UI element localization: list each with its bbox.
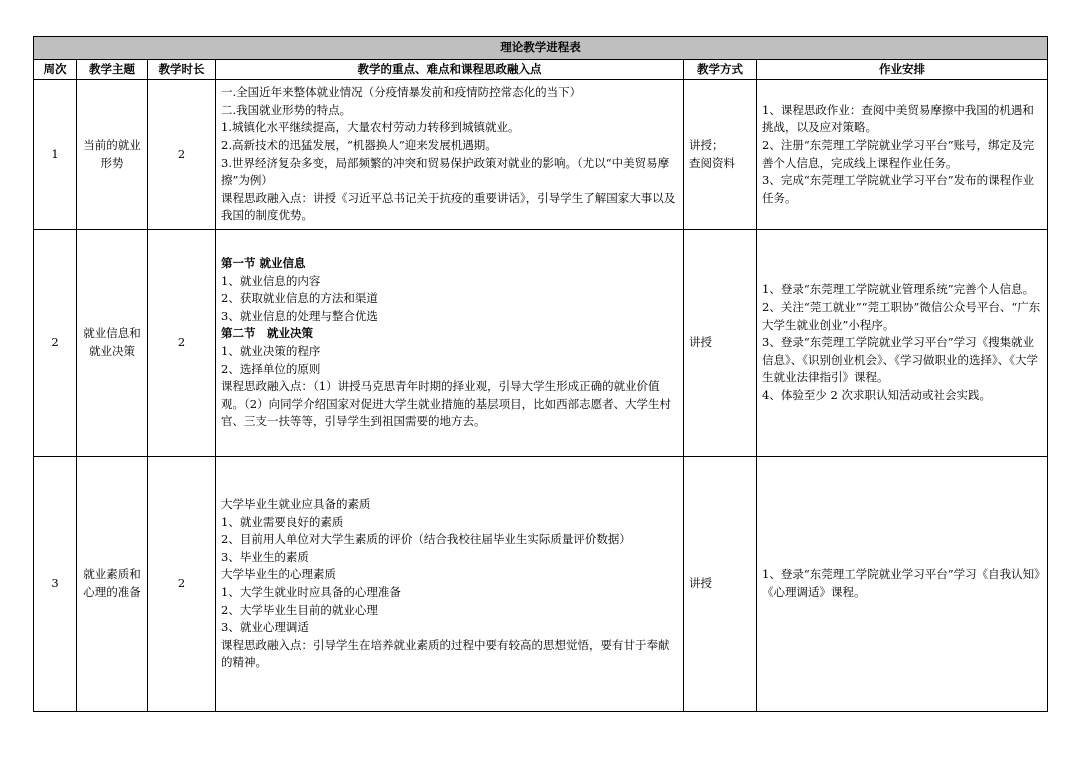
method-line: 讲授；	[689, 137, 724, 152]
week-cell: 3	[34, 457, 77, 712]
homework-item: 4、体验至少 2 次求职认知活动或社会实践。	[762, 387, 991, 402]
header-homework: 作业安排	[757, 60, 1048, 80]
content-line: 1、大学生就业时应具备的心理准备	[221, 585, 401, 599]
content-cell	[216, 457, 684, 712]
homework-item: 3、登录“东莞理工学院就业学习平台”学习《搜集就业信息》、《识别创业机会》、《学习做职业的选择》、《大学生就业法律指引》课程。	[762, 335, 1038, 385]
table-row	[34, 80, 1048, 230]
content-cell	[216, 80, 684, 230]
header-content: 教学的重点、难点和课程思政融入点	[216, 60, 684, 80]
content-line: 2、选择单位的原则	[221, 361, 321, 376]
method-cell	[684, 80, 757, 230]
table-row	[34, 230, 1048, 457]
hours-cell: 2	[148, 457, 216, 712]
method-line: 讲授	[689, 335, 712, 350]
week-cell: 2	[34, 230, 77, 457]
homework-item: 1、登录“东莞理工学院就业学习平台”学习《自我认知》《心理调适》课程。	[762, 567, 1040, 599]
method-cell	[684, 457, 757, 712]
homework-item: 3、完成“东莞理工学院就业学习平台”发布的课程作业任务。	[762, 173, 1035, 205]
content-line: 1、就业决策的程序	[221, 344, 321, 358]
content-line: 大学毕业生的心理素质	[221, 567, 336, 582]
table-title: 理论教学进程表	[34, 37, 1048, 60]
content-line: 3、就业信息的处理与整合优选	[221, 308, 378, 323]
header-week: 周次	[34, 60, 77, 80]
method-line: 查阅资料	[689, 155, 735, 170]
header-topic: 教学主题	[77, 60, 148, 80]
content-line: 一.全国近年来整体就业情况（分疫情暴发前和疫情防控常态化的当下）	[221, 85, 582, 100]
content-line: 3.世界经济复杂多变，局部频繁的冲突和贸易保护政策对就业的影响。（尤以“中美贸易摩擦”为例）	[221, 155, 670, 188]
method-cell	[684, 230, 757, 457]
header-hours: 教学时长	[148, 60, 216, 80]
table-row	[34, 457, 1048, 712]
homework-item: 2、关注“莞工就业”“莞工职协”微信公众号平台、“广东大学生就业创业”小程序。	[762, 300, 1041, 332]
hours-cell: 2	[148, 80, 216, 230]
topic-cell: 就业信息和就业决策	[77, 230, 148, 457]
week-cell: 1	[34, 80, 77, 230]
header-method: 教学方式	[684, 60, 757, 80]
table-header-row	[34, 60, 1048, 80]
content-line: 课程思政融入点：引导学生在培养就业素质的过程中要有较高的思想觉悟，要有甘于奉献的精神。	[221, 637, 670, 670]
content-line: 二.我国就业形势的特点。	[221, 102, 352, 117]
homework-item: 1、登录“东莞理工学院就业管理系统”完善个人信息。	[762, 282, 1035, 297]
section-heading: 第一节 就业信息	[221, 256, 306, 271]
table-title-row	[34, 37, 1048, 60]
method-line: 讲授	[689, 576, 712, 591]
content-cell	[216, 230, 684, 457]
hours-cell: 2	[148, 230, 216, 457]
content-line: 1、就业信息的内容	[221, 273, 321, 288]
content-line: 2、获取就业信息的方法和渠道	[221, 291, 378, 306]
content-line: 1.城镇化水平继续提高，大量农村劳动力转移到城镇就业。	[221, 120, 520, 135]
content-line: 大学毕业生就业应具备的素质	[221, 497, 371, 512]
section-heading: 第二节 就业决策	[221, 326, 313, 341]
topic-cell: 就业素质和心理的准备	[77, 457, 148, 712]
content-line: 2.高新技术的迅猛发展，“机器换人”迎来发展机遇期。	[221, 137, 497, 152]
homework-item: 2、注册“东莞理工学院就业学习平台”账号，绑定及完善个人信息，完成线上课程作业任务。	[762, 137, 1035, 170]
content-line: 1、就业需要良好的素质	[221, 514, 344, 529]
content-line: 课程思政融入点：（1）讲授马克思青年时期的择业观，引导大学生形成正确的就业价值观。（2）向同学介绍国家对促进大学生就业措施的基层项目，比如西部志愿者、大学生村官、三支一扶等等，引导学生到祖国需要的地方去。	[221, 379, 672, 429]
homework-cell	[757, 230, 1048, 457]
content-line: 3、就业心理调适	[221, 620, 309, 635]
homework-cell	[757, 80, 1048, 230]
content-line: 课程思政融入点：讲授《习近平总书记关于抗疫的重要讲话》，引导学生了解国家大事以及我国的制度优势。	[221, 190, 676, 223]
homework-cell	[757, 457, 1048, 712]
homework-item: 1、课程思政作业：查阅中美贸易摩擦中我国的机遇和挑战，以及应对策略。	[762, 102, 1034, 135]
teaching-schedule-table	[33, 36, 1048, 712]
content-line: 2、大学毕业生目前的就业心理	[221, 602, 378, 617]
topic-cell: 当前的就业形势	[77, 80, 148, 230]
content-line: 3、毕业生的素质	[221, 549, 309, 564]
content-line: 2、目前用人单位对大学生素质的评价（结合我校往届毕业生实际质量评价数据）	[221, 532, 631, 547]
